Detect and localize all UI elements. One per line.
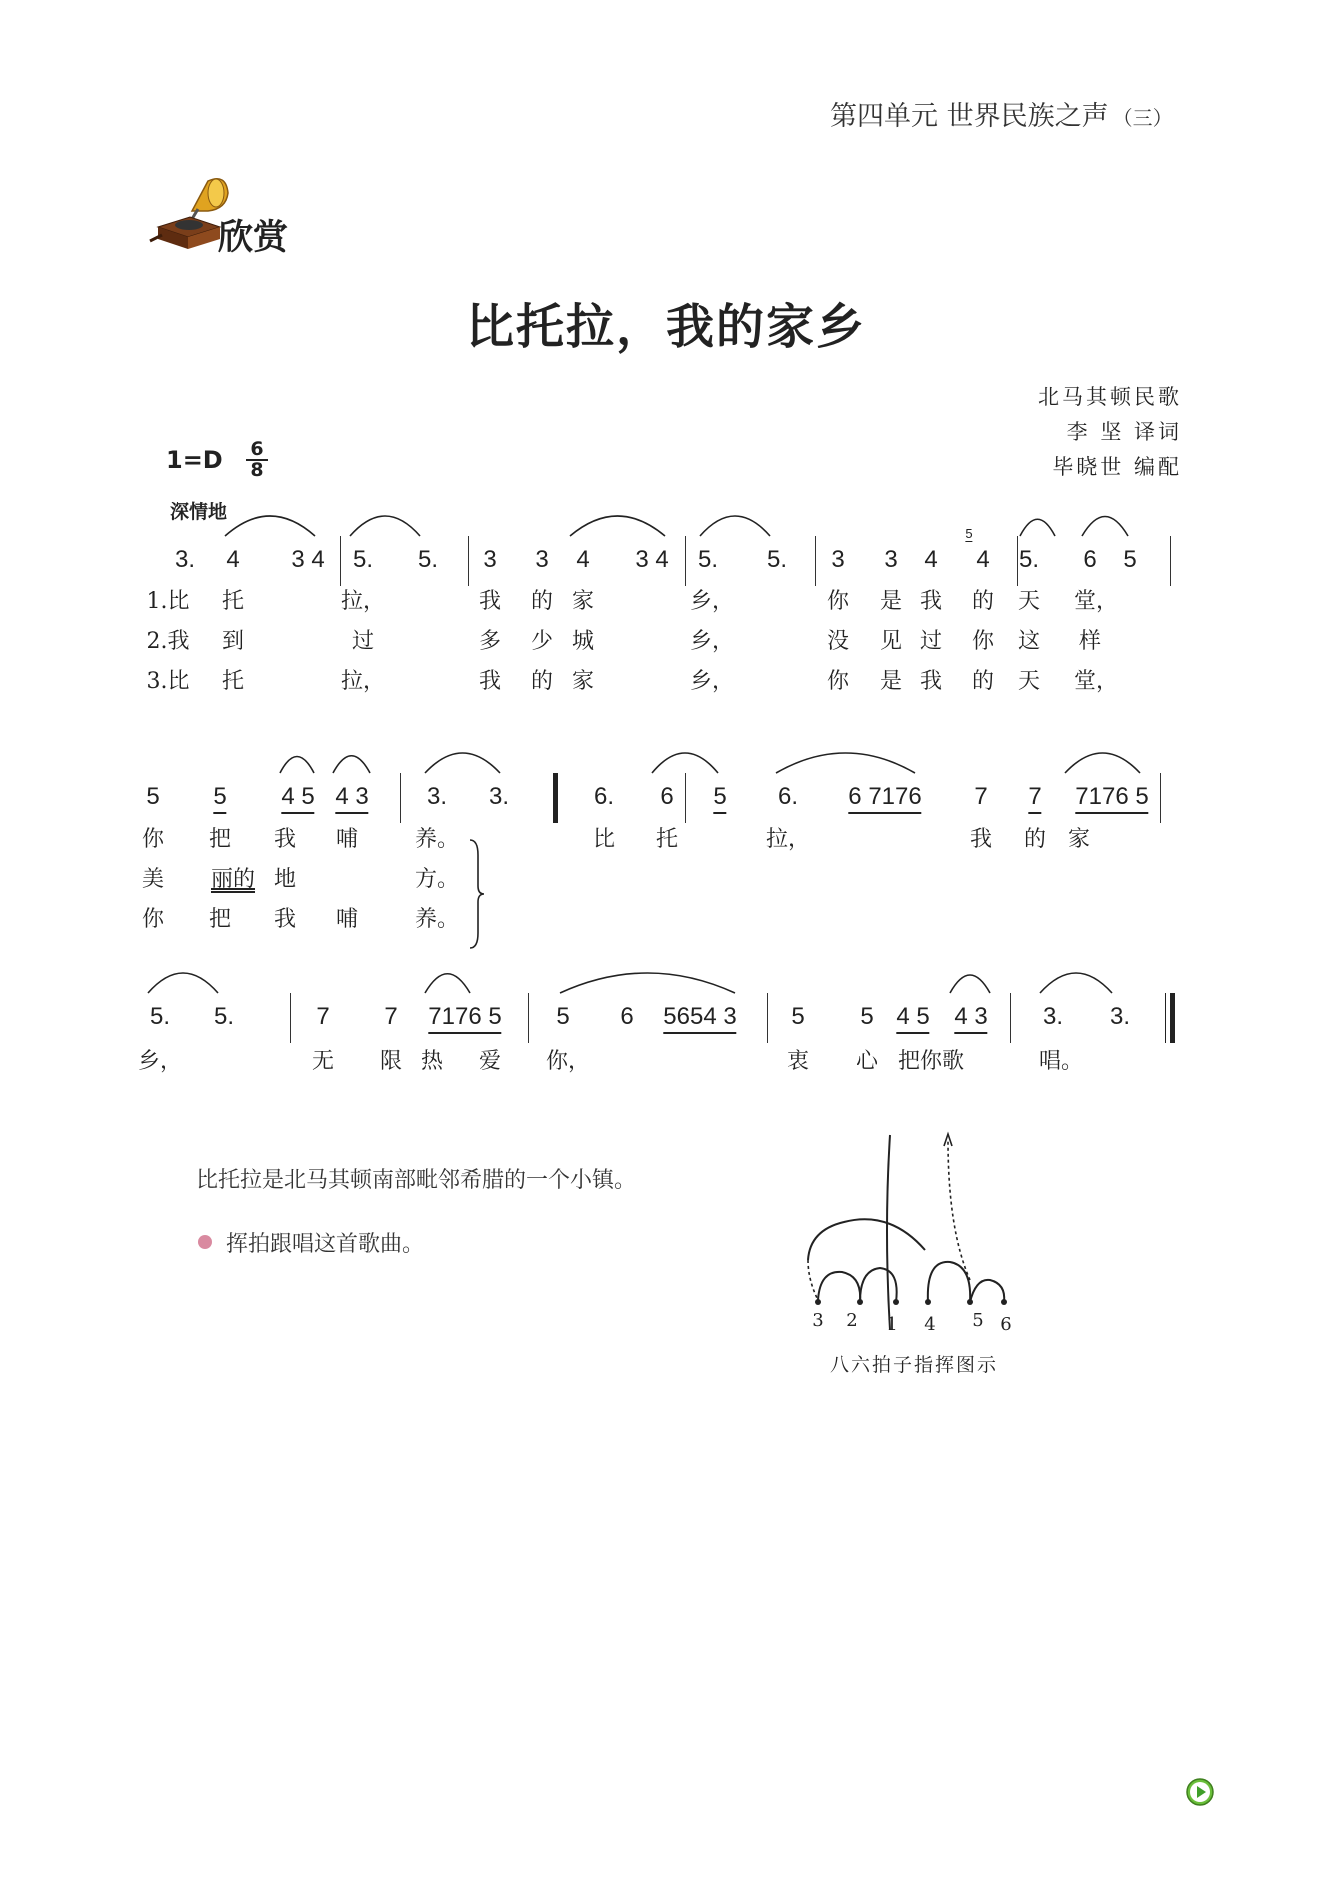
- slur: [1040, 973, 1112, 993]
- score-note: 6.: [593, 783, 615, 810]
- lyric-syllable: 家: [571, 669, 595, 694]
- lyric-syllable: 的: [530, 669, 554, 694]
- score-note: 5: [1123, 546, 1137, 573]
- lyric-syllable: 你: [141, 907, 165, 932]
- score-note: 5: [556, 1003, 570, 1030]
- score-note: 4: [976, 546, 990, 573]
- score-note: 6 7176: [848, 783, 921, 814]
- unit-header: 第四单元 世界民族之声 （三）: [830, 101, 1173, 132]
- lyric-syllable: 是: [879, 589, 903, 614]
- lyric-syllable: 过: [351, 629, 375, 654]
- section-label: 欣赏: [218, 218, 289, 258]
- beat-label: 3: [812, 1310, 824, 1331]
- score-note: 5: [860, 1003, 874, 1030]
- score-note: 7176 5: [428, 1003, 501, 1034]
- credit-origin: 北马其顿民歌: [1038, 385, 1182, 409]
- slur: [950, 975, 990, 993]
- lyric-syllable: 1.比: [146, 589, 190, 614]
- score-note: 3: [884, 546, 898, 573]
- score-note: 5: [146, 783, 160, 810]
- lyric-syllable: 把你歌: [897, 1049, 965, 1074]
- beat-label: 4: [924, 1314, 936, 1335]
- score-note: 5.: [1018, 546, 1040, 573]
- lyric-syllable: 哺: [335, 907, 359, 932]
- score-note: 3.: [488, 783, 510, 810]
- play-icon[interactable]: [1186, 1778, 1214, 1806]
- lyric-syllable: 乡，: [137, 1049, 183, 1074]
- lyric-syllable: 我: [919, 589, 943, 614]
- lyric-syllable: 你: [826, 669, 850, 694]
- credit-lyrics: 李 坚 译词: [1066, 420, 1182, 444]
- score-note: 5.: [149, 1003, 171, 1030]
- score-note: 4 5: [281, 783, 314, 814]
- score-note: 7: [316, 1003, 330, 1030]
- lyric-syllable: 地: [273, 867, 297, 892]
- lyric-syllable: 多: [478, 629, 502, 654]
- key-signature: 1=D: [166, 446, 223, 474]
- score-note: 3: [535, 546, 549, 573]
- beat-label: 1: [886, 1314, 898, 1335]
- score-note: 7176 5: [1075, 783, 1148, 814]
- lyric-syllable: 美: [141, 867, 165, 892]
- score-note: 4 5: [896, 1003, 929, 1034]
- lyric-syllable: 把: [208, 827, 232, 852]
- score-note: 5.: [213, 1003, 235, 1030]
- lyric-syllable: 的: [1023, 827, 1047, 852]
- credit-arrangement: 毕晓世 编配: [1052, 455, 1182, 479]
- lyric-syllable: 方。: [414, 867, 460, 892]
- beat-label: 6: [1000, 1314, 1012, 1335]
- lyric-syllable: 拉，: [765, 827, 811, 852]
- lyric-syllable: 家: [1067, 827, 1091, 852]
- lyric-syllable: 的: [530, 589, 554, 614]
- score-note: 6: [660, 783, 674, 810]
- score-note: 6: [1083, 546, 1097, 573]
- lyric-syllable: 乡，: [689, 589, 735, 614]
- time-signature: 6 8: [246, 440, 268, 480]
- slur: [425, 974, 470, 993]
- score-note: 3 4: [635, 546, 669, 573]
- score-note: 5.: [417, 546, 439, 573]
- lyric-syllable: 是: [879, 669, 903, 694]
- lyric-syllable: 乡，: [689, 669, 735, 694]
- lyric-syllable: 城: [571, 629, 595, 654]
- lyric-syllable: 过: [919, 629, 943, 654]
- lyric-syllable: 拉，: [340, 669, 386, 694]
- lyric-syllable: 的: [971, 589, 995, 614]
- score-note: 5.: [697, 546, 719, 573]
- score-note: 4: [576, 546, 590, 573]
- lyric-syllable: 没: [826, 629, 850, 654]
- slur: [148, 973, 218, 993]
- lyric-syllable: 丽的: [210, 867, 256, 892]
- lyric-syllable: 你: [826, 589, 850, 614]
- score-note: 3 4: [291, 546, 325, 573]
- score-note: 5654 3: [663, 1003, 736, 1034]
- score-note: 4: [226, 546, 240, 573]
- score-note: 5: [791, 1003, 805, 1030]
- lyric-syllable: 家: [571, 589, 595, 614]
- lyric-syllable: 2.我: [146, 629, 190, 654]
- score-note: 6.: [777, 783, 799, 810]
- score-note: 3: [831, 546, 845, 573]
- lyric-syllable: 到: [221, 629, 245, 654]
- diagram-caption: 八六拍子指挥图示: [830, 1354, 999, 1376]
- score-note: 3.: [174, 546, 196, 573]
- song-title: 比托拉，我的家乡: [465, 299, 866, 355]
- bullet-icon: [198, 1235, 212, 1249]
- lyric-syllable: 唱。: [1038, 1049, 1084, 1074]
- lyric-syllable: 无: [311, 1049, 335, 1074]
- lyric-syllable: 天: [1017, 589, 1041, 614]
- score-note: 7: [384, 1003, 398, 1030]
- score-note: 6: [620, 1003, 634, 1030]
- score-note: 7: [974, 783, 988, 810]
- lyric-syllable: 堂，: [1073, 589, 1119, 614]
- song-note: 比托拉是北马其顿南部毗邻希腊的一个小镇。: [196, 1168, 637, 1193]
- lyric-syllable: 拉，: [340, 589, 386, 614]
- lyric-syllable: 少: [530, 629, 554, 654]
- lyric-syllable: 天: [1017, 669, 1041, 694]
- lyric-syllable: 托: [221, 669, 245, 694]
- lyric-syllable: 哺: [335, 827, 359, 852]
- score-note: 3.: [1109, 1003, 1131, 1030]
- lyric-syllable: 我: [919, 669, 943, 694]
- tempo-marking: 深情地: [170, 501, 228, 523]
- lyric-syllable: 我: [969, 827, 993, 852]
- lyric-syllable: 你，: [545, 1049, 591, 1074]
- lyric-syllable: 我: [478, 669, 502, 694]
- score-note: 3: [483, 546, 497, 573]
- lyric-syllable: 样: [1078, 629, 1102, 654]
- score-note: 5: [713, 783, 726, 814]
- lyric-syllable: 心: [855, 1049, 879, 1074]
- conducting-diagram: [780, 1130, 1060, 1350]
- lyric-syllable: 我: [478, 589, 502, 614]
- score-note: 5: [213, 783, 226, 814]
- lyric-syllable: 托: [221, 589, 245, 614]
- lyric-syllable: 托: [655, 827, 679, 852]
- task-text: 挥拍跟唱这首歌曲。: [226, 1232, 425, 1257]
- lyric-syllable: 养。: [414, 907, 460, 932]
- lyric-syllable: 衷: [786, 1049, 810, 1074]
- score-note: 5.: [766, 546, 788, 573]
- score-note: 4 3: [954, 1003, 987, 1034]
- beat-label: 5: [972, 1310, 984, 1331]
- score-note: 7: [1028, 783, 1041, 814]
- lyric-syllable: 我: [273, 907, 297, 932]
- beat-label: 2: [846, 1310, 858, 1331]
- lyric-syllable: 你: [971, 629, 995, 654]
- score-note: 4 3: [335, 783, 368, 814]
- slur: [560, 973, 735, 993]
- lyric-syllable: 你: [141, 827, 165, 852]
- lyric-syllable: 我: [273, 827, 297, 852]
- lyric-syllable: 的: [971, 669, 995, 694]
- score-note: 3.: [426, 783, 448, 810]
- score-note: 4: [924, 546, 938, 573]
- lyric-syllable: 养。: [414, 827, 460, 852]
- lyric-syllable: 热: [420, 1049, 444, 1074]
- lyric-syllable: 见: [879, 629, 903, 654]
- score-note: 3.: [1042, 1003, 1064, 1030]
- lyric-syllable: 比: [592, 827, 616, 852]
- grace-note: 5: [965, 526, 973, 541]
- lyric-syllable: 堂，: [1073, 669, 1119, 694]
- score-note: 5.: [352, 546, 374, 573]
- lyric-syllable: 把: [208, 907, 232, 932]
- lyric-syllable: 爱: [478, 1049, 502, 1074]
- lyric-syllable: 限: [379, 1049, 403, 1074]
- lyric-syllable: 3.比: [146, 669, 190, 694]
- lyric-syllable: 这: [1017, 629, 1041, 654]
- lyric-syllable: 乡，: [689, 629, 735, 654]
